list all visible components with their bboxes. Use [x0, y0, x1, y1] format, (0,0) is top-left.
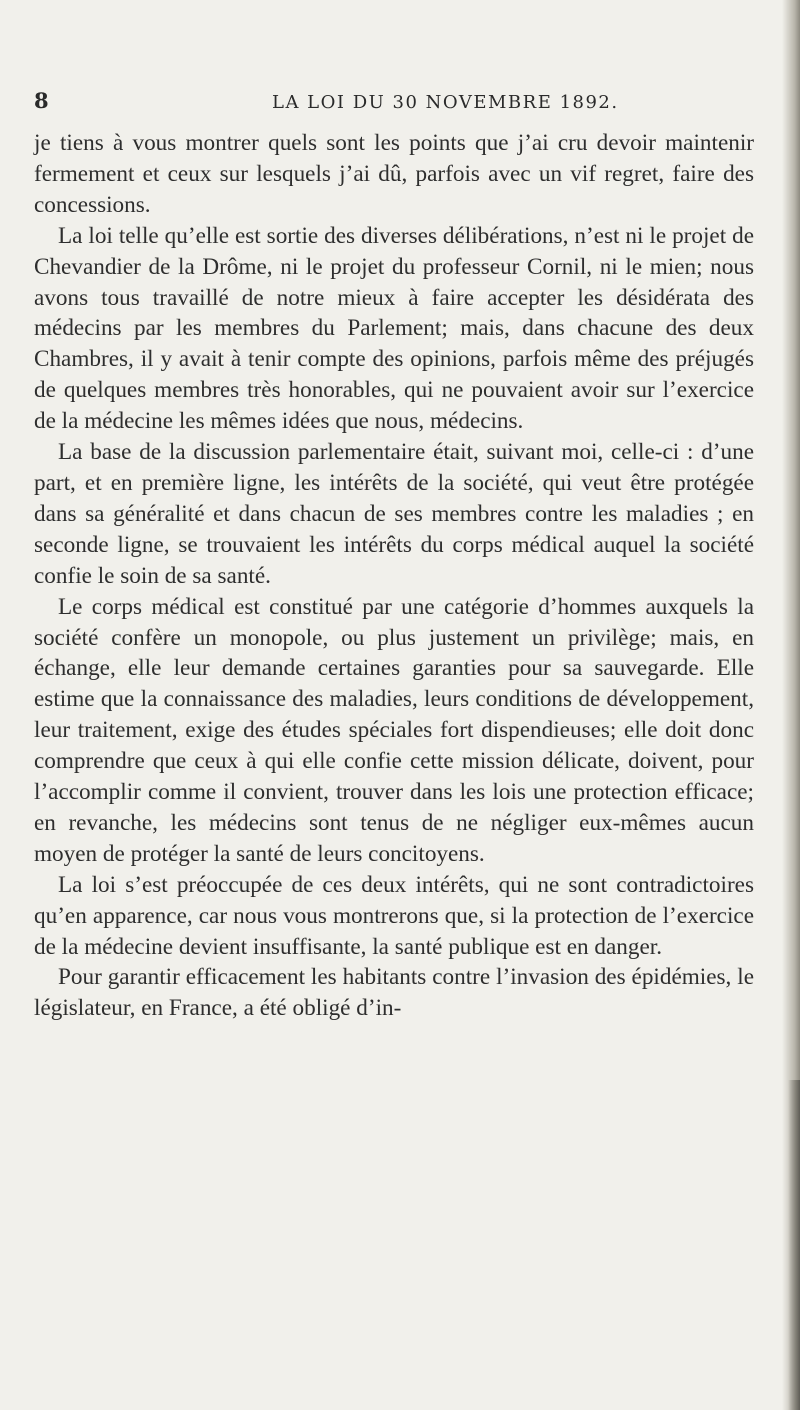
paragraph: La loi s’est préoccupée de ces deux intérêts, qui ne sont contradictoires qu’en apparence, car nous vous montrerons que, si la protection de l’exercice de la médecine devient insuffisante, la santé publique est en danger.	[34, 871, 754, 960]
scan-edge-dark-band	[788, 1080, 800, 1410]
paragraph: La loi telle qu’elle est sortie des diverses délibérations, n’est ni le projet de Chevandier de la Drôme, ni le projet du professeur Cornil, ni le mien; nous avons tous travaillé de notre mieux à faire accepter les désidérata des médecins par les membres du Parlement; mais, dans chacune des deux Chambres, il y avait à tenir compte des opinions, parfois même des préjugés de quelques membres très honorables, qui ne pouvaient avoir sur l’exercice de la médecine les mêmes idées que nous, médecins.	[34, 222, 754, 435]
paragraph-continuation: je tiens à vous montrer quels sont les points que j’ai cru devoir maintenir fermement et ceux sur lesquels j’ai dû, parfois avec un vif regret, faire des concessions.	[34, 130, 754, 218]
page-header	[34, 88, 754, 118]
page-number: 8	[34, 88, 49, 113]
paragraph: Le corps médical est constitué par une catégorie d’hommes auxquels la société confère un monopole, ou plus justement un privilège; mais, en échange, elle leur demande certaines garanties pour sa sauvegarde. Elle estime que la connaissance des maladies, leurs conditions de développement, leur traitement, exige des études spéciales fort dispendieuses; elle doit donc comprendre que ceux à qui elle confie cette mission délicate, doivent, pour l’accomplir comme il convient, trouver dans les lois une protection efficace; en revanche, les médecins sont tenus de ne négliger eux-mêmes aucun moyen de protéger la santé de leurs concitoyens.	[34, 593, 754, 867]
running-title: LA LOI DU 30 NOVEMBRE 1892.	[272, 92, 619, 113]
paragraph: Pour garantir efficacement les habitants contre l’invasion des épidémies, le législateur, en France, a été obligé d’in-	[34, 964, 754, 1022]
paragraph: La base de la discussion parlementaire était, suivant moi, celle-ci : d’une part, et en première ligne, les intérêts de la société, qui veut être protégée dans sa généralité et dans chacun de ses membres contre les maladies ; en seconde ligne, se trouvaient les intérêts du corps médical auquel la société confie le soin de sa santé.	[34, 439, 754, 589]
body-text	[34, 128, 754, 1024]
